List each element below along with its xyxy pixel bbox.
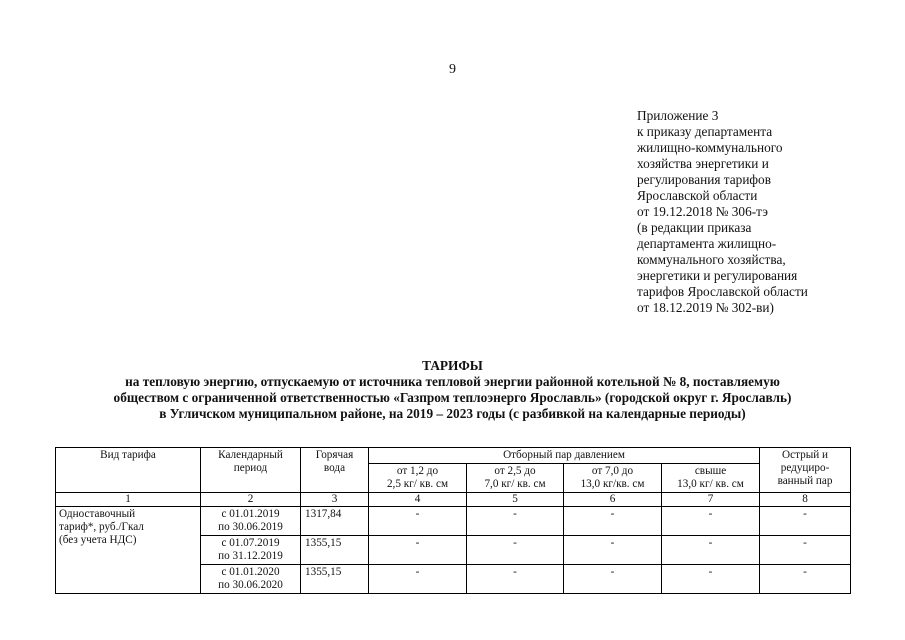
title-line: в Угличском муниципальном районе, на 2019 – 2023 годы (с разбивкой на календарные периоды) (159, 406, 746, 421)
header-text: вода (323, 462, 346, 474)
appendix-line: от 18.12.2019 № 302-ви) (637, 300, 774, 315)
hot-water-value: 1355,15 (301, 565, 369, 594)
appendix-line: коммунального хозяйства, (637, 252, 786, 267)
sharp-steam-value: - (760, 565, 851, 594)
header-steam-col (564, 464, 662, 493)
tariff-label-line: (без учета НДС) (59, 534, 137, 546)
appendix-line: от 19.12.2018 № 306-тэ (637, 204, 769, 219)
header-text: 7,0 кг/ кв. см (484, 478, 546, 490)
period-to: по 31.12.2019 (218, 550, 283, 562)
period-from: с 01.01.2019 (221, 508, 280, 520)
column-number: 4 (369, 493, 467, 507)
header-steam-col (662, 464, 760, 493)
appendix-line: энергетики и регулирования (637, 268, 798, 283)
period-cell (201, 536, 301, 565)
appendix-line: Ярославской области (637, 188, 758, 203)
appendix-line: департамента жилищно- (637, 236, 777, 251)
header-steam-col (467, 464, 564, 493)
header-text: свыше (694, 465, 727, 477)
hot-water-value: 1355,15 (301, 536, 369, 565)
sharp-steam-value: - (760, 536, 851, 565)
header-text: Острый и (782, 449, 828, 461)
tariff-label-line: Одноставочный (59, 508, 136, 520)
title-line: обществом с ограниченной ответственностью «Газпром теплоэнерго Ярославль» (городской округ г. Ярославль) (113, 390, 792, 405)
column-number: 5 (467, 493, 564, 507)
steam-value: - (467, 507, 564, 536)
appendix-line: к приказу департамента (637, 124, 773, 139)
title-line: на тепловую энергию, отпускаемую от источника тепловой энергии районной котельной № 8, поставляемую (125, 374, 780, 389)
tariff-table (55, 447, 851, 594)
steam-value: - (662, 565, 760, 594)
header-text: редуциро- (780, 462, 830, 474)
header-steam-group (369, 448, 760, 464)
steam-value: - (564, 507, 662, 536)
steam-value: - (564, 536, 662, 565)
steam-value: - (662, 536, 760, 565)
steam-value: - (369, 536, 467, 565)
period-cell (201, 565, 301, 594)
steam-value: - (564, 565, 662, 594)
column-number: 1 (56, 493, 201, 507)
steam-value: - (467, 536, 564, 565)
appendix-line: Приложение 3 (637, 108, 719, 123)
header-text: 13,0 кг/кв. см (580, 478, 645, 490)
header-text: от 2,5 до (494, 465, 536, 477)
header-text: Вид тарифа (100, 449, 156, 461)
appendix-line: жилищно-коммунального (637, 140, 783, 155)
header-text: 2,5 кг/ кв. см (386, 478, 449, 490)
document-title (40, 358, 865, 422)
appendix-line: хозяйства энергетики и (637, 156, 769, 171)
header-tariff-type (56, 448, 201, 493)
appendix-line: (в редакции приказа (637, 220, 752, 235)
period-from: с 01.01.2020 (221, 566, 280, 578)
appendix-reference (637, 108, 877, 316)
column-number: 2 (201, 493, 301, 507)
table-header-row (56, 448, 851, 464)
hot-water-value: 1317,84 (301, 507, 369, 536)
header-steam-col (369, 464, 467, 493)
period-to: по 30.06.2020 (218, 579, 283, 591)
period-cell (201, 507, 301, 536)
period-from: с 01.07.2019 (221, 537, 280, 549)
header-text: от 7,0 до (591, 465, 634, 477)
header-hot-water (301, 448, 369, 493)
header-text: ванный пар (777, 475, 833, 487)
header-text: Отборный пар давлением (503, 449, 625, 461)
column-number-row (56, 493, 851, 507)
table-row (56, 507, 851, 536)
page-number: 9 (449, 62, 456, 77)
header-text: 13,0 кг/ кв. см (677, 478, 744, 490)
column-number: 6 (564, 493, 662, 507)
column-number: 3 (301, 493, 369, 507)
header-sharp-steam (760, 448, 851, 493)
tariff-label-line: тариф*, руб./Гкал (59, 521, 144, 533)
sharp-steam-value: - (760, 507, 851, 536)
column-number: 7 (662, 493, 760, 507)
tariff-label-cell (56, 507, 201, 594)
column-number: 8 (760, 493, 851, 507)
period-to: по 30.06.2019 (218, 521, 283, 533)
header-text: Горячая (315, 449, 354, 461)
steam-value: - (662, 507, 760, 536)
steam-value: - (369, 507, 467, 536)
appendix-line: регулирования тарифов (637, 172, 771, 187)
header-text: Календарный (218, 449, 283, 461)
steam-value: - (467, 565, 564, 594)
header-text: период (233, 462, 268, 474)
header-text: от 1,2 до (396, 465, 439, 477)
header-calendar-period (201, 448, 301, 493)
appendix-line: тарифов Ярославской области (637, 284, 808, 299)
steam-value: - (369, 565, 467, 594)
title-heading: ТАРИФЫ (422, 358, 483, 373)
